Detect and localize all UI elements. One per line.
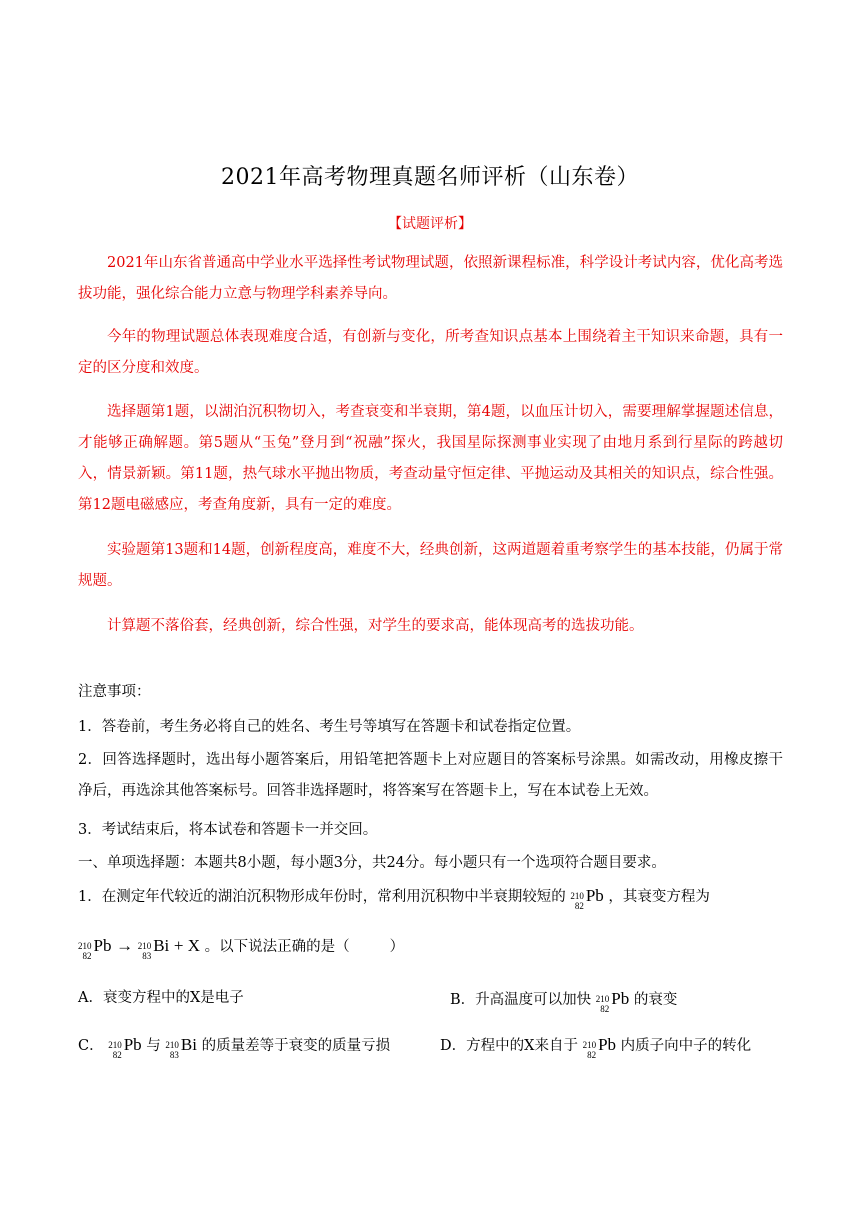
- analysis-paragraph-5: 计算题不落俗套，经典创新，综合性强，对学生的要求高，能体现高考的选拔功能。: [107, 618, 644, 634]
- analysis-paragraph-2: 今年的物理试题总体表现难度合适，有创新与变化，所考查知识点基本上围绕着主干知识来命题，具有一定的区分度和效度。: [78, 329, 783, 376]
- notice-item-2: 2．回答选择题时，选出每小题答案后，用铅笔把答题卡上对应题目的答案标号涂黑。如需改动，用橡皮擦干净后，再选涂其他答案标号。回答非选择题时，将答案写在答题卡上，写在本试卷上无效。: [78, 752, 783, 799]
- nuclide-bi: 210 83 Bi: [165, 1035, 197, 1060]
- nuclide-bi: 210 83 Bi: [137, 936, 170, 961]
- nuclide-pb: 210 82 Pb: [78, 936, 112, 961]
- section-one-heading: 一、单项选择题：本题共8小题，每小题3分，共24分。每小题只有一个选项符合题目要求。: [78, 855, 666, 871]
- analysis-paragraph-4: 实验题第13题和14题，创新程度高，难度不大，经典创新，这两道题着重考察学生的基本技能，仍属于常规题。: [78, 542, 783, 589]
- plus-x: + X: [173, 936, 200, 955]
- notice-item-3: 3．考试结束后，将本试卷和答题卡一并交回。: [78, 822, 378, 838]
- option-b[interactable]: B．升高温度可以加快 210 82 Pb 的衰变: [450, 983, 677, 1016]
- section-label: 【试题评析】: [388, 216, 472, 232]
- notice-item-1: 1．答卷前，考生务必将自己的姓名、考生号等填写在答题卡和试卷指定位置。: [78, 719, 581, 735]
- option-d[interactable]: D．方程中的X来自于 210 82 Pb 内质子向中子的转化: [440, 1029, 751, 1062]
- analysis-paragraph-1: 2021年山东省普通高中学业水平选择性考试物理试题，依照新课程标准，科学设计考试内容，优化高考选拔功能，强化综合能力立意与物理学科素养导向。: [78, 255, 783, 302]
- question-1-stem-a: 1．在测定年代较近的湖泊沉积物形成年份时，常利用沉积物中半衰期较短的: [78, 889, 566, 905]
- question-1-stem-d: ）: [389, 939, 405, 955]
- nuclide-pb: 210 82 Pb: [595, 989, 630, 1014]
- notice-heading: 注意事项：: [78, 684, 151, 700]
- nuclide-pb: 210 82 Pb: [570, 886, 604, 911]
- arrow-icon: →: [116, 936, 134, 955]
- question-1-stem-c: 。以下说法正确的是（: [204, 939, 350, 955]
- nuclide-pb: 210 82 Pb: [108, 1035, 142, 1060]
- question-1-stem-line-2: [78, 930, 783, 963]
- question-1-stem-b: ，其衰变方程为: [608, 889, 710, 905]
- question-1-stem-line-1: [78, 880, 783, 913]
- analysis-paragraph-3: 选择题第1题，以湖泊沉积物切入，考查衰变和半衰期，第4题，以血压计切入，需要理解掌握题述信息，才能够正确解题。第5题从“玉兔”登月到“祝融”探火，我国星际探测事业实现了由地月系到行星际的跨越切入，情景新颖。第11题，热气球水平抛出物质，考查动量守恒定律、平抛运动及其相关的知识点，综合性强。第12题电磁感应，考查角度新，具有一定的难度。: [78, 404, 783, 513]
- option-c[interactable]: C． 210 82 Pb 与 210 83 Bi 的质量差等于衰变的质量亏损: [78, 1029, 390, 1062]
- page-title: 2021年高考物理真题名师评析（山东卷）: [221, 165, 639, 190]
- nuclide-pb: 210 82 Pb: [582, 1035, 617, 1060]
- option-a[interactable]: A．衰变方程中的X是电子: [78, 990, 244, 1006]
